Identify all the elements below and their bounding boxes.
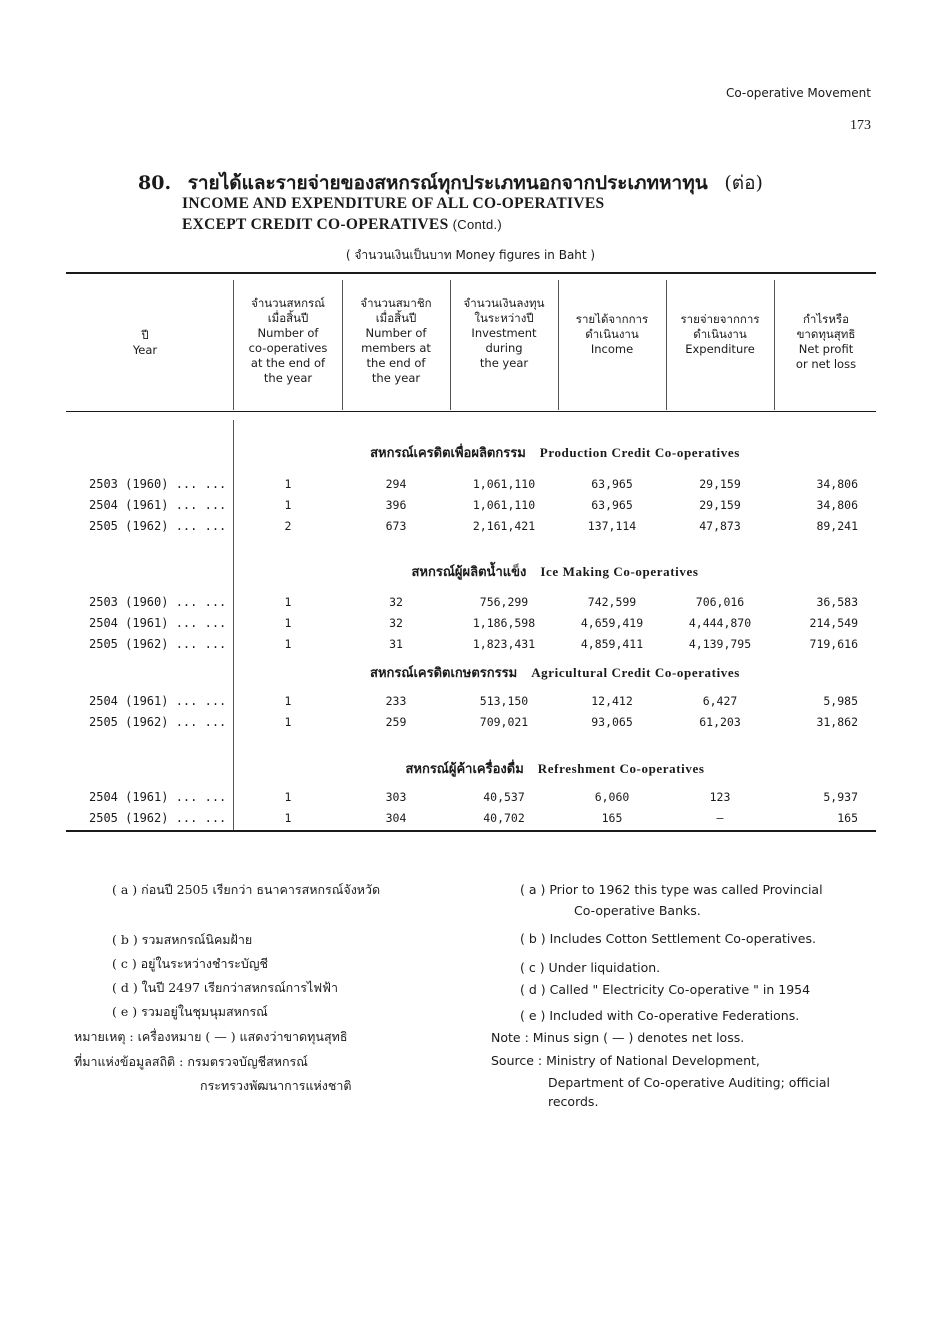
table-number: 80. — [138, 172, 172, 194]
table-top-rule — [66, 272, 876, 274]
footnote-en-c: ( c ) Under liquidation. — [520, 960, 661, 975]
table-bottom-rule — [66, 830, 876, 832]
cell-members: 304 — [385, 811, 407, 825]
row-year: 2504 (1961) ... ... — [89, 790, 227, 804]
cell-investment: 40,702 — [483, 811, 525, 825]
col-header-line: ดำเนินงาน — [585, 327, 639, 341]
col-header-line: at the end of — [250, 356, 326, 370]
cell-expenditure: 123 — [709, 790, 731, 804]
cell-members: 233 — [385, 694, 407, 708]
year-col-sep — [233, 420, 234, 830]
col-header-line: during — [485, 341, 523, 355]
source-thai-2: กระทรวงพัฒนาการแห่งชาติ — [200, 1078, 352, 1093]
cell-income: 93,065 — [591, 715, 633, 729]
cell-coops: 1 — [284, 477, 292, 491]
section-heading-thai: สหกรณ์ผู้ค้าเครื่องดื่ม — [405, 762, 524, 777]
cell-net: 719,616 — [809, 637, 858, 651]
col-header-line: the end of — [366, 356, 426, 370]
running-title: Co-operative Movement — [725, 86, 871, 100]
cell-income: 63,965 — [591, 477, 633, 491]
section-heading — [235, 758, 875, 779]
col-header-line: เมื่อสิ้นปี — [267, 311, 309, 325]
cell-income: 4,859,411 — [580, 637, 644, 651]
cell-income: 6,060 — [594, 790, 630, 804]
cell-coops: 1 — [284, 811, 292, 825]
footnote-en-a-cont: Co-operative Banks. — [574, 903, 701, 918]
cell-investment: 513,150 — [479, 694, 529, 708]
cell-income: 165 — [601, 811, 623, 825]
row-year: 2505 (1962) ... ... — [89, 519, 227, 533]
cell-net: 5,937 — [823, 790, 858, 804]
cell-income: 137,114 — [587, 519, 637, 533]
cell-investment: 2,161,421 — [472, 519, 536, 533]
footnote-th-a: ( a ) ก่อนปี 2505 เรียกว่า ธนาคารสหกรณ์จังหวัด — [112, 882, 381, 897]
row-year: 2505 (1962) ... ... — [89, 811, 227, 825]
section-heading-thai: สหกรณ์เครดิตเพื่อผลิตกรรม — [370, 446, 526, 461]
cell-investment: 1,186,598 — [472, 616, 536, 630]
title-en-line2-text: EXCEPT CREDIT CO-OPERATIVES — [182, 216, 449, 233]
col-header-members — [344, 296, 448, 386]
col-header-year — [100, 328, 190, 358]
cell-expenditure: 4,139,795 — [688, 637, 752, 651]
col-header-line: จำนวนเงินลงทุน — [463, 296, 545, 310]
row-year: 2505 (1962) ... ... — [89, 637, 227, 651]
col-header-line: or net loss — [795, 357, 857, 371]
cell-net: 5,985 — [823, 694, 858, 708]
section-heading-thai: สหกรณ์ผู้ผลิตน้ำแข็ง — [411, 565, 527, 580]
row-year: 2504 (1961) ... ... — [89, 498, 227, 512]
cell-expenditure: 706,016 — [695, 595, 745, 609]
table-title-thai — [138, 168, 763, 198]
cell-expenditure: 6,427 — [702, 694, 738, 708]
col-header-line: เมื่อสิ้นปี — [375, 311, 417, 325]
cell-coops: 1 — [284, 637, 292, 651]
cell-coops: 1 — [284, 694, 292, 708]
table-title-en-line2 — [182, 216, 502, 234]
section-heading — [235, 561, 875, 582]
col-header-line: Year — [132, 343, 158, 357]
source-en-1: Source : Ministry of National Development, — [491, 1053, 760, 1068]
footnote-en-a: ( a ) Prior to 1962 this type was called Provincial — [520, 882, 823, 897]
cell-expenditure: 29,159 — [699, 477, 741, 491]
col-header-line: the year — [263, 371, 313, 385]
col-header-line: รายจ่ายจากการ — [680, 312, 760, 326]
col-header-net — [776, 312, 876, 372]
footnote-en-e: ( e ) Included with Co-operative Federations. — [520, 1008, 800, 1023]
section-heading — [235, 662, 875, 683]
cell-expenditure: 29,159 — [699, 498, 741, 512]
row-year: 2504 (1961) ... ... — [89, 694, 227, 708]
title-thai-contd: (ต่อ) — [724, 172, 763, 194]
section-heading-en: Production Credit Co-operatives — [539, 445, 740, 460]
col-sep — [558, 280, 559, 410]
source-en-2: Department of Co-operative Auditing; official — [548, 1075, 831, 1090]
cell-expenditure: 47,873 — [699, 519, 741, 533]
col-header-line: กำไรหรือ — [802, 312, 850, 326]
cell-net: 34,806 — [816, 498, 858, 512]
footnote-en-d: ( d ) Called " Electricity Co-operative " in 1954 — [520, 982, 811, 997]
cell-expenditure: — — [716, 811, 724, 825]
cell-income: 742,599 — [587, 595, 637, 609]
col-header-line: Number of — [257, 326, 319, 340]
col-sep — [774, 280, 775, 410]
cell-members: 259 — [385, 715, 407, 729]
footnote-th-d: ( d ) ในปี 2497 เรียกว่าสหกรณ์การไฟฟ้า — [112, 980, 338, 995]
section-heading-thai: สหกรณ์เครดิตเกษตรกรรม — [370, 666, 518, 681]
cell-members: 294 — [385, 477, 407, 491]
col-header-line: co-operatives — [248, 341, 328, 355]
col-header-line: ในระหว่างปี — [474, 311, 534, 325]
cell-investment: 756,299 — [479, 595, 529, 609]
cell-expenditure: 61,203 — [699, 715, 741, 729]
col-header-coops — [236, 296, 340, 386]
cell-net: 89,241 — [816, 519, 858, 533]
cell-coops: 1 — [284, 498, 292, 512]
section-heading-en: Ice Making Co-operatives — [540, 564, 699, 579]
cell-net: 34,806 — [816, 477, 858, 491]
col-header-line: members at — [361, 341, 431, 355]
cell-coops: 1 — [284, 595, 292, 609]
col-header-line: Number of — [365, 326, 427, 340]
col-header-line: Expenditure — [685, 342, 755, 356]
col-header-line: จำนวนสมาชิก — [360, 296, 432, 310]
col-header-line: Income — [590, 342, 634, 356]
cell-expenditure: 4,444,870 — [688, 616, 752, 630]
col-header-income — [560, 312, 664, 357]
col-header-line: the year — [479, 356, 529, 370]
cell-investment: 1,061,110 — [472, 498, 536, 512]
cell-income: 12,412 — [591, 694, 633, 708]
title-en-contd: (Contd.) — [452, 217, 503, 232]
col-sep — [342, 280, 343, 410]
cell-net: 165 — [837, 811, 858, 825]
header-bottom-rule — [66, 411, 876, 412]
cell-investment: 709,021 — [479, 715, 529, 729]
cell-income: 4,659,419 — [580, 616, 644, 630]
cell-members: 32 — [389, 595, 403, 609]
footnote-th-c: ( c ) อยู่ในระหว่างชำระบัญชี — [112, 956, 268, 971]
cell-coops: 1 — [284, 616, 292, 630]
cell-members: 31 — [389, 637, 403, 651]
cell-investment: 1,823,431 — [472, 637, 536, 651]
cell-coops: 1 — [284, 790, 292, 804]
source-thai-1: ที่มาแห่งข้อมูลสถิติ : กรมตรวจบัญชีสหกรณ์ — [74, 1054, 308, 1069]
col-sep — [666, 280, 667, 410]
cell-members: 303 — [385, 790, 407, 804]
row-year: 2503 (1960) ... ... — [89, 477, 227, 491]
cell-coops: 2 — [284, 519, 292, 533]
col-sep — [233, 280, 234, 410]
footnote-th-e: ( e ) รวมอยู่ในชุมนุมสหกรณ์ — [112, 1004, 268, 1019]
cell-members: 396 — [385, 498, 407, 512]
col-header-line: Net profit — [798, 342, 854, 356]
source-en-3: records. — [548, 1094, 599, 1109]
table-title-en-line1: INCOME AND EXPENDITURE OF ALL CO-OPERATIVES — [182, 195, 605, 212]
title-thai-text: รายได้และรายจ่ายของสหกรณ์ทุกประเภทนอกจากประเภทหาทุน — [187, 172, 708, 194]
cell-coops: 1 — [284, 715, 292, 729]
col-header-line: ดำเนินงาน — [693, 327, 747, 341]
col-header-line: the year — [371, 371, 421, 385]
section-heading-en: Refreshment Co-operatives — [537, 761, 705, 776]
note-thai: หมายเหตุ : เครื่องหมาย ( — ) แสดงว่าขาดทุนสุทธิ — [74, 1029, 348, 1044]
money-note: ( จำนวนเงินเป็นบาท Money figures in Baht ) — [345, 248, 596, 262]
cell-net: 36,583 — [816, 595, 858, 609]
col-header-line: รายได้จากการ — [575, 312, 649, 326]
page-number: 173 — [850, 118, 871, 133]
col-header-line: ขาดทุนสุทธิ — [796, 327, 856, 341]
footnote-th-b: ( b ) รวมสหกรณ์นิคมฝ้าย — [112, 932, 253, 947]
col-header-investment — [452, 296, 556, 371]
col-header-expenditure — [668, 312, 772, 357]
cell-net: 31,862 — [816, 715, 858, 729]
cell-net: 214,549 — [809, 616, 858, 630]
cell-investment: 1,061,110 — [472, 477, 536, 491]
note-en: Note : Minus sign ( — ) denotes net loss. — [491, 1030, 745, 1045]
col-header-line: Investment — [471, 326, 537, 340]
col-sep — [450, 280, 451, 410]
col-header-line: จำนวนสหกรณ์ — [251, 296, 325, 310]
cell-income: 63,965 — [591, 498, 633, 512]
row-year: 2503 (1960) ... ... — [89, 595, 227, 609]
row-year: 2505 (1962) ... ... — [89, 715, 227, 729]
row-year: 2504 (1961) ... ... — [89, 616, 227, 630]
cell-members: 673 — [385, 519, 407, 533]
section-heading — [235, 442, 875, 463]
cell-members: 32 — [389, 616, 403, 630]
col-header-line: ปี — [141, 328, 149, 342]
footnote-en-b: ( b ) Includes Cotton Settlement Co-operatives. — [520, 931, 816, 946]
cell-investment: 40,537 — [483, 790, 525, 804]
section-heading-en: Agricultural Credit Co-operatives — [531, 665, 740, 680]
